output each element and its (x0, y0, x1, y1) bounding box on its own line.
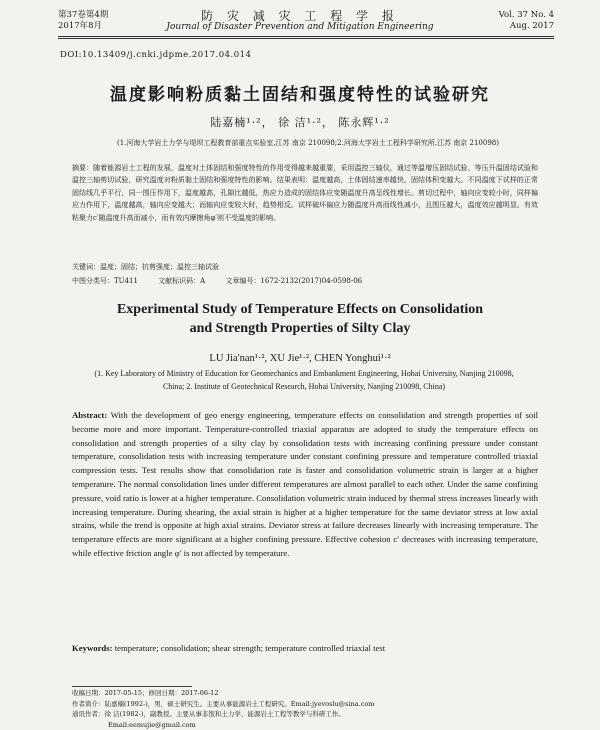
title-en (0, 300, 600, 338)
authors-zh: 陆嘉楠¹·²， 徐 洁¹·²， 陈永辉¹·² (0, 114, 600, 130)
affiliation-zh: (1.河海大学岩土力学与堤坝工程教育部重点实验室,江苏 南京 210098;2.河海大学岩土工程科学研究所,江苏 南京 210098) (38, 138, 578, 148)
keywords-en-label: Keywords: (72, 643, 113, 653)
affiliation-en: (1. Key Laboratory of Ministry of Education for Geomechanics and Embankment Engineering, Hohai University, Nanjing 210098, China; 2. Institute of Geotechnical Research, Hohai University, Nanjing 210098, China) (84, 368, 524, 393)
keywords-en-text: temperature; consolidation; shear strength; temperature controlled triaxial test (115, 643, 385, 653)
footnote-received: 收稿日期：2017-05-15；修回日期：2017-06-12 (72, 688, 542, 699)
article-number: 文章编号：1672-2132(2017)04-0598-06 (225, 277, 362, 285)
footnote (72, 688, 542, 730)
document-code: 文献标识码：A (158, 277, 205, 285)
title-zh: 温度影响粉质黏土固结和强度特性的试验研究 (0, 80, 600, 105)
keywords-zh: 关键词：温度；固结；抗剪强度；温控三轴试验 (72, 262, 219, 272)
classification-zh (72, 276, 380, 286)
journal-title-en: Journal of Disaster Prevention and Mitigation Engineering (0, 22, 600, 32)
journal-title-zh: 防 灾 减 灾 工 程 学 报 (0, 7, 600, 24)
abstract-zh: 摘要：随着能源岩土工程的发展，温度对土体固结和强度特性的作用受得越来越重要，采用温控三轴仪，通过等温增压固结试验、等压升温固结试验和温控三轴剪切试验，研究温度对粉质黏土固结和强度特性的影响。结果表明：温度越高，土体固结速率越快，固结体积变越大。不同温度下试样的正常固结线几乎平行，同一围压作用下，温度越高，孔隙比越低，热应力造成的固结体应变随温度升高呈线性增长。剪切过程中，轴向应变较小时，同样偏应力作用下，温度越高，轴向应变越大；而轴向应变较大时，趋势相反。试样破坏偏应力随温度升高而线性减小，且围压越大，温度效应越明显。有效粘聚力c′随温度升高而减小，而有效内摩擦角φ′则不受温度的影响。 (72, 162, 538, 224)
abstract-en-label: Abstract: (72, 410, 107, 420)
footnote-rule (72, 686, 192, 687)
doi: DOI:10.13409/j.cnki.jdpme.2017.04.014 (60, 50, 251, 60)
volume-en: Vol. 37 No. 4 (499, 10, 554, 21)
abstract-en (72, 409, 538, 561)
footnote-email2: Email:eemujie@gmail.com (72, 720, 542, 730)
footnote-author2: 通讯作者：徐 洁(1982-)，副教授。主要从事非饱和土力学、能源岩土工程等教学与科研工作。 (72, 709, 542, 720)
date-zh: 2017年8月 (58, 21, 108, 32)
keywords-en (72, 643, 385, 653)
footnote-author1: 作者简介：陆嘉楠(1992-)，男，硕士研究生。主要从事能源岩土工程研究。Email:jyevoslu@sina.com (72, 699, 542, 710)
title-en-line1: Experimental Study of Temperature Effects on Consolidation (0, 300, 600, 319)
authors-en: LU Jia'nan¹·², XU Jie¹·², CHEN Yonghui¹·² (0, 353, 600, 364)
title-en-line2: and Strength Properties of Silty Clay (0, 319, 600, 338)
header-right (499, 10, 554, 32)
volume-zh: 第37卷第4期 (58, 10, 108, 21)
header-rule-top (58, 36, 554, 37)
date-en: Aug. 2017 (499, 21, 554, 32)
clc-number: 中图分类号：TU411 (72, 277, 138, 285)
header-rule-bottom (58, 38, 554, 39)
abstract-en-text: With the development of geo energy engineering, temperature effects on consolidation and strength properties of soil become more and more important. Temperature-controlled triaxial apparatus are adopted to study the temperature effects on consolidation and strength properties of a silty clay by consolidation tests with increasing confining pressure under constant temperature, consolidation tests with increasing temperature under constant confining pressure and temperature controlled triaxial compression tests. Test results show that consolidation rate is faster and consolidation volumetric strain is larger at a higher temperature. The normal consolidation lines under different temperatures are almost parallel to each other. Under the same confining pressure, void ratio is lower at a higher temperature. Consolidation volumetric strain induced by thermal stress increases linearly with increasing temperature. During shearing, the axial strain is higher at a higher temperature for the same deviator stress at low axial strains, while the trend is opposite at high axial strains. Deviator stress at failure decreases linearly with increasing temperature. The temperature effects are more significant at a higher confining pressure. Effective cohesion c′ decreases with increasing temperature, while effective friction angle φ′ is not affected by temperature. (72, 410, 538, 558)
